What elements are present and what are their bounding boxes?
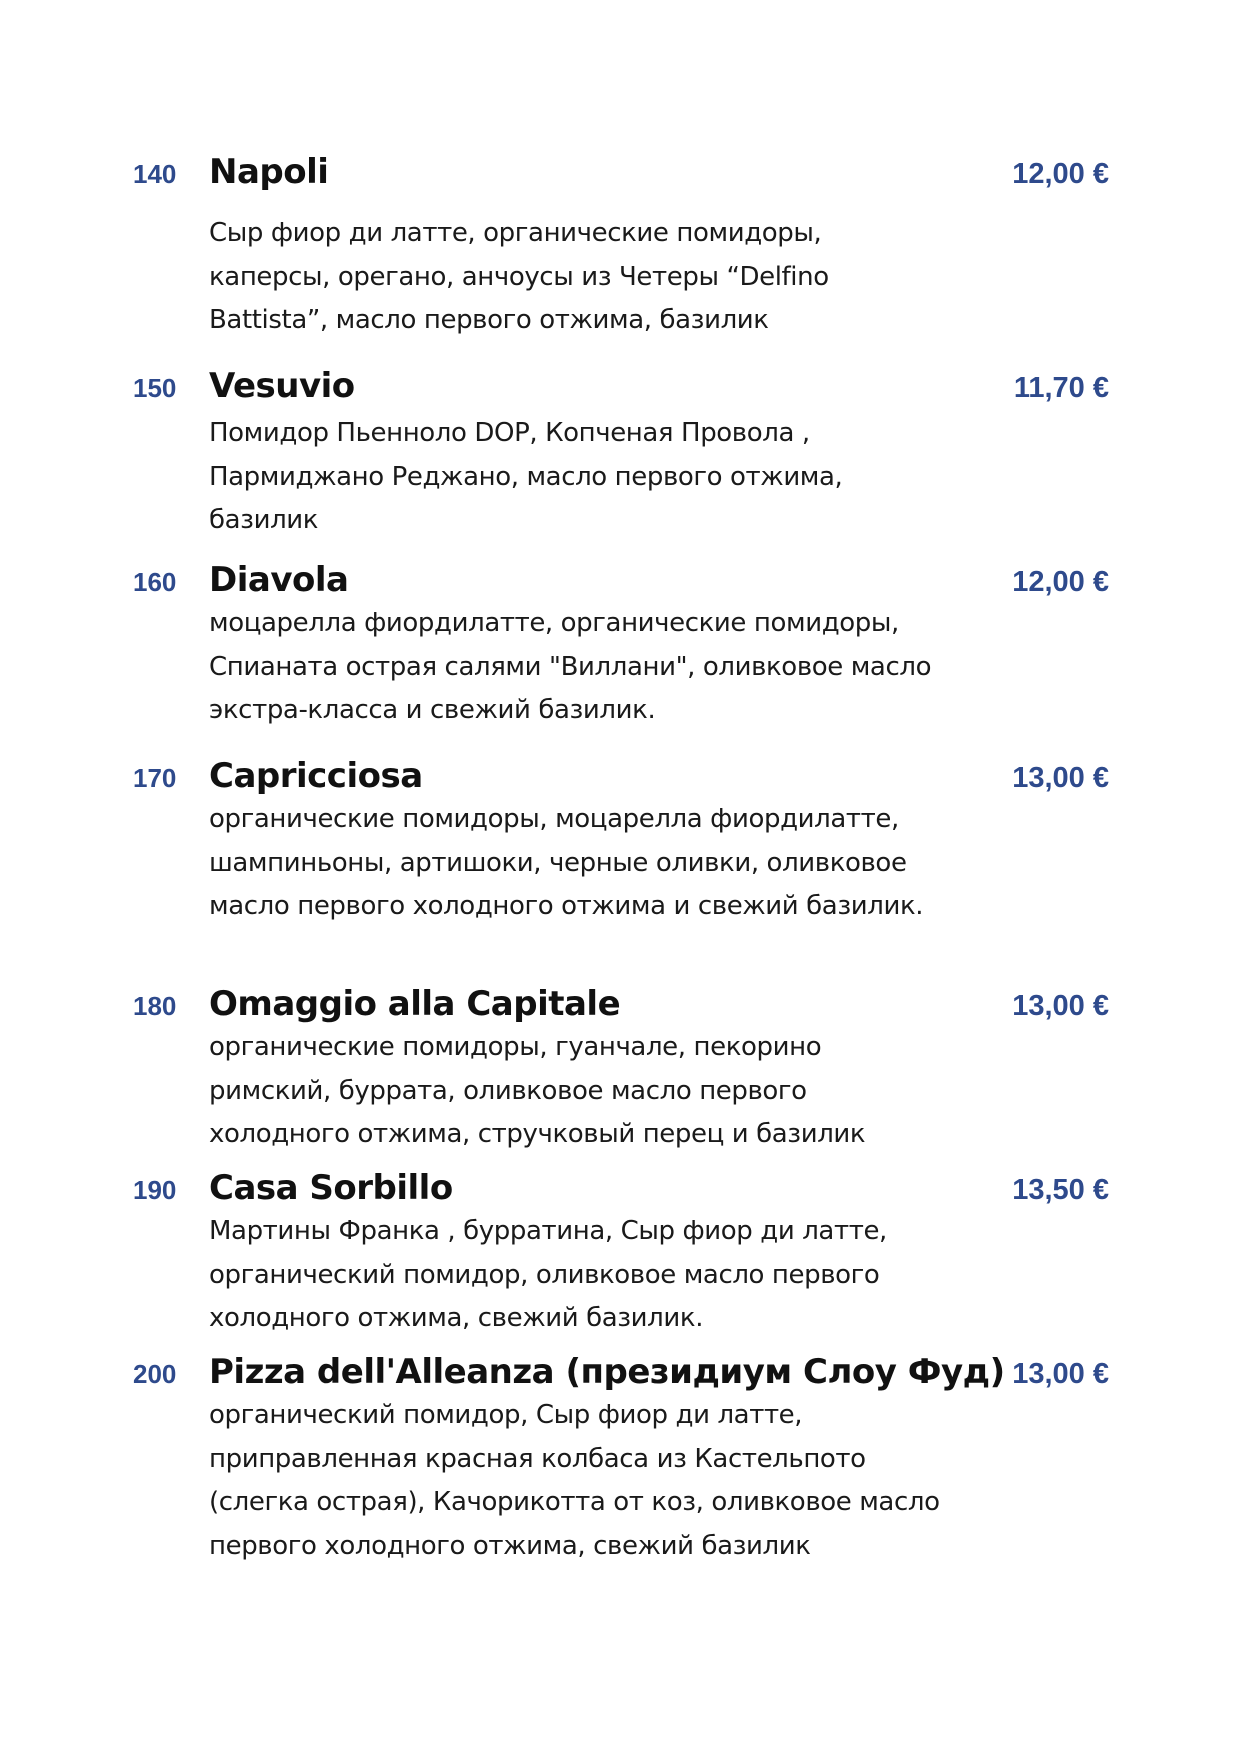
item-name: Casa Sorbillo xyxy=(209,1168,453,1208)
item-price: 13,00 € xyxy=(1012,1358,1109,1390)
item-description: Помидор Пьенноло DOP, Копченая Провола , Пармиджано Реджано, масло первого отжима, базилик xyxy=(209,418,843,535)
item-name: Vesuvio xyxy=(209,366,355,406)
item-name: Omaggio alla Capitale xyxy=(209,984,621,1024)
item-name: Diavola xyxy=(209,560,349,600)
item-price: 13,50 € xyxy=(1012,1174,1109,1206)
item-description: Мартины Франка , бурратина, Сыр фиор ди латте, органический помидор, оливковое масло первого холодного отжима, свежий базилик. xyxy=(209,1216,887,1333)
item-name: Capricciosa xyxy=(209,756,423,796)
item-description: органические помидоры, гуанчале, пекорино римский, буррата, оливковое масло первого холодного отжима, стручковый перец и базилик xyxy=(209,1032,866,1149)
item-price: 12,00 € xyxy=(1012,158,1109,190)
item-description: органические помидоры, моцарелла фиордилатте, шампиньоны, артишоки, черные оливки, оливковое масло первого холодного отжима и свежий базилик. xyxy=(209,804,924,921)
item-number: 140 xyxy=(133,159,177,189)
item-name: Napoli xyxy=(209,152,329,192)
item-number: 190 xyxy=(133,1175,177,1205)
item-name: Pizza dell'Alleanza (президиум Слоу Фуд) xyxy=(209,1352,1005,1392)
item-number: 180 xyxy=(133,991,177,1021)
item-description: Сыр фиор ди латте, органические помидоры, каперсы, орегано, анчоусы из Четеры “Delfino Battista”, масло первого отжима, базилик xyxy=(209,218,829,335)
item-price: 12,00 € xyxy=(1012,566,1109,598)
item-description: органический помидор, Сыр фиор ди латте, приправленная красная колбаса из Кастельпото (слегка острая), Качорикотта от коз, оливковое масло первого холодного отжима, свежий базилик xyxy=(209,1400,940,1561)
item-price: 11,70 € xyxy=(1013,372,1109,404)
item-number: 170 xyxy=(133,763,177,793)
item-description: моцарелла фиордилатте, органические помидоры, Спианата острая салями "Виллани", оливковое масло экстра-класса и свежий базилик. xyxy=(209,608,932,725)
item-number: 160 xyxy=(133,567,177,597)
item-number: 150 xyxy=(133,373,177,403)
item-price: 13,00 € xyxy=(1012,990,1109,1022)
item-number: 200 xyxy=(133,1359,177,1389)
item-price: 13,00 € xyxy=(1012,762,1109,794)
